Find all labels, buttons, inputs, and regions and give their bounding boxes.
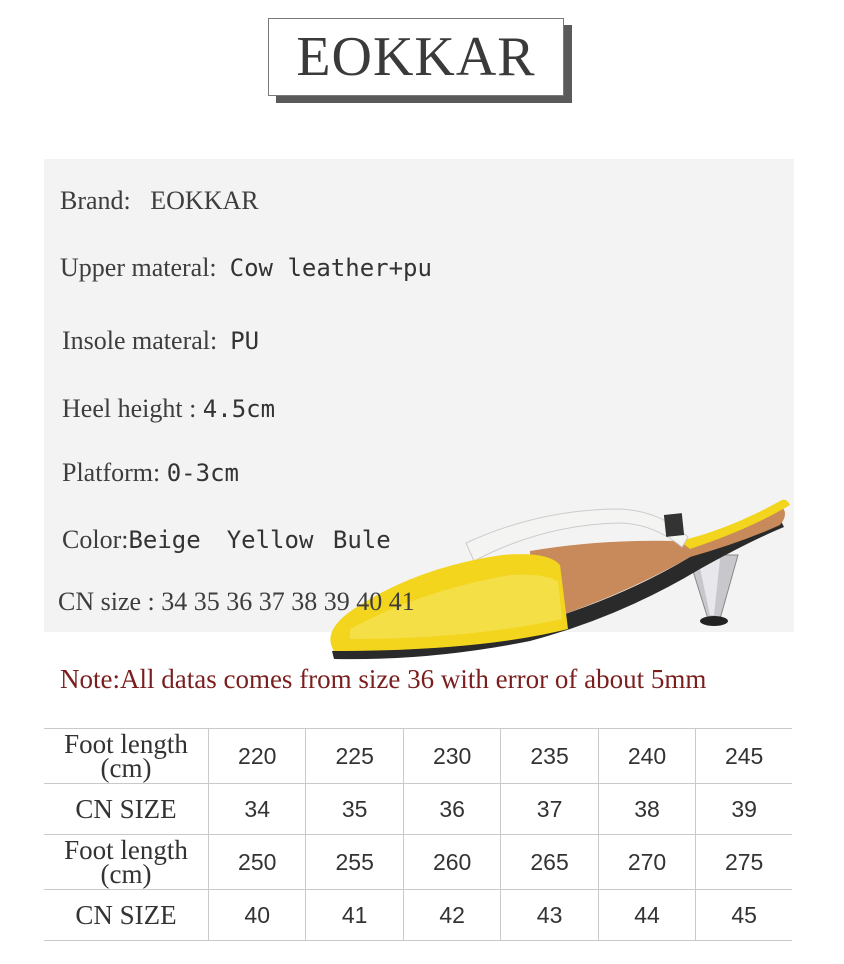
table-cell: 37 [501,784,598,835]
table-cell: 255 [306,835,403,890]
table-cell: 38 [598,784,695,835]
table-cell: 225 [306,729,403,784]
table-row [44,890,792,941]
table-cell: 34 [209,784,306,835]
cn-size-header: CN SIZE [44,784,209,835]
table-cell: 265 [501,835,598,890]
foot-length-header: Foot length (cm) [44,729,209,784]
table-row [44,835,792,890]
table-cell: 41 [306,890,403,941]
table-cell: 39 [696,784,792,835]
table-cell: 240 [598,729,695,784]
table-cell: 43 [501,890,598,941]
table-cell: 235 [501,729,598,784]
cn-size-header: CN SIZE [44,890,209,941]
table-row [44,729,792,784]
table-cell: 275 [696,835,792,890]
table-cell: 44 [598,890,695,941]
brand-spec: Brand: EOKKAR [60,186,259,215]
table-cell: 42 [403,890,500,941]
heel-height-spec: Heel height : 4.5cm [62,394,276,423]
cn-size-spec: CN size : 34 35 36 37 38 39 40 41 [58,587,415,616]
product-info-panel [44,159,794,632]
upper-material-spec: Upper materal: Cow leather+pu [60,253,432,282]
platform-spec: Platform: 0-3cm [62,458,239,487]
table-cell: 270 [598,835,695,890]
foot-length-header: Foot length (cm) [44,835,209,890]
size-note: Note:All datas comes from size 36 with error of about 5mm [60,664,707,694]
table-cell: 45 [696,890,792,941]
table-cell: 40 [209,890,306,941]
insole-material-spec: Insole materal: PU [62,326,260,355]
table-row [44,784,792,835]
brand-logo-text: EOKKAR [296,26,536,88]
table-cell: 245 [696,729,792,784]
color-spec: Color:Beige Yellow Bule [62,525,391,554]
table-cell: 230 [403,729,500,784]
table-cell: 220 [209,729,306,784]
shoe-image [280,329,800,709]
table-cell: 35 [306,784,403,835]
table-cell: 260 [403,835,500,890]
size-table [44,728,792,941]
brand-logo [268,18,564,96]
table-cell: 250 [209,835,306,890]
table-cell: 36 [403,784,500,835]
